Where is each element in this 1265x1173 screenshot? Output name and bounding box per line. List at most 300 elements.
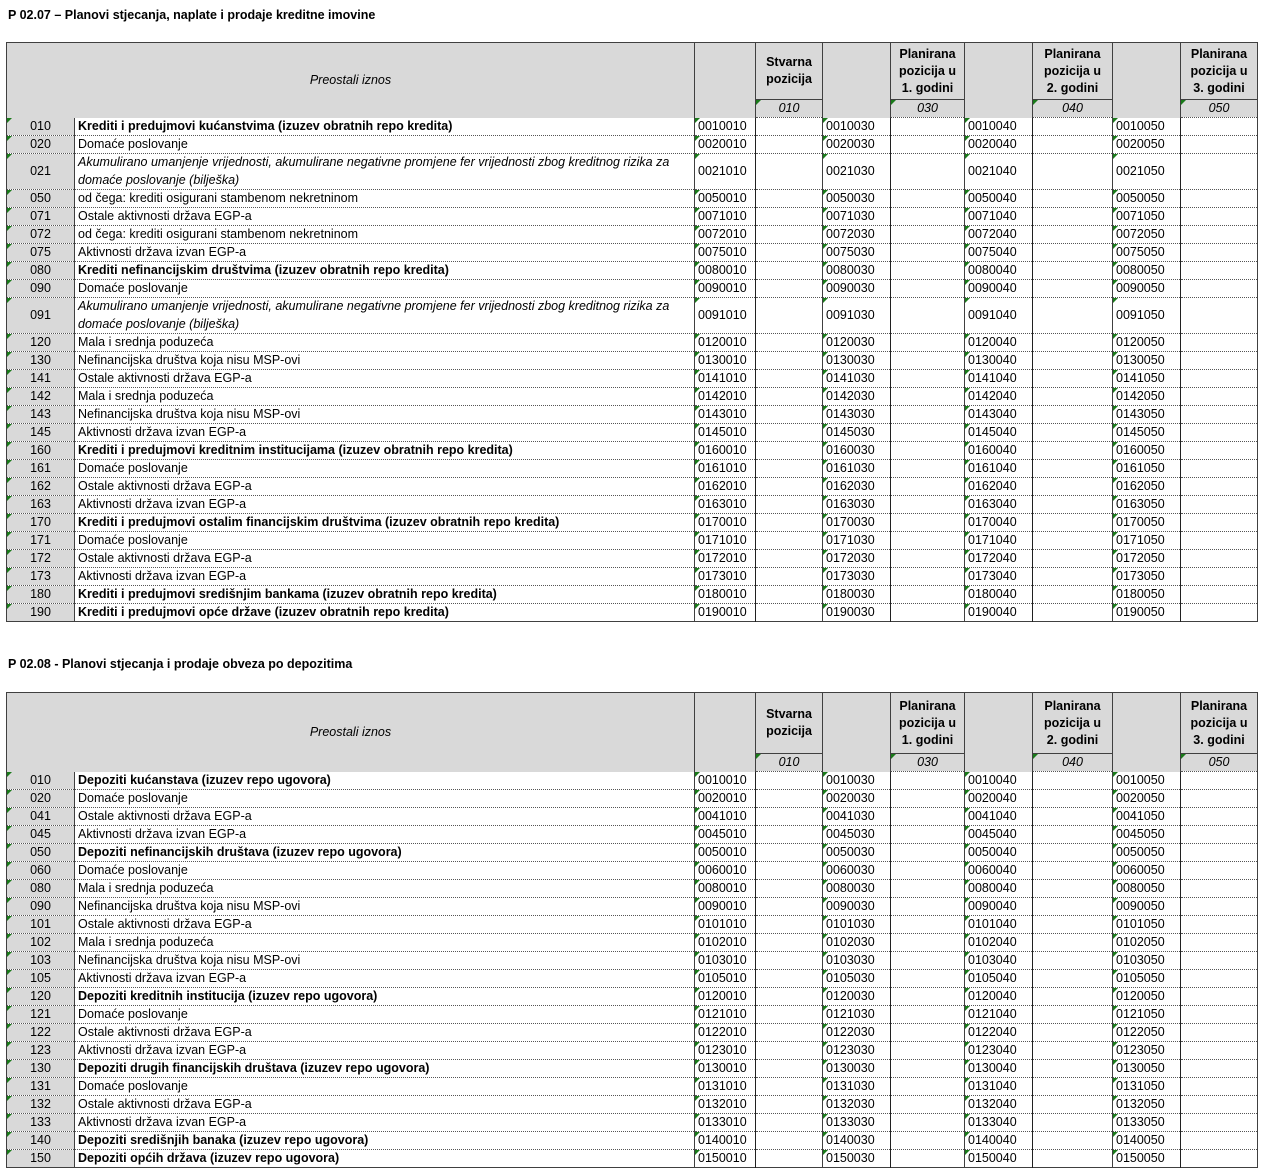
value-input-cell[interactable] xyxy=(891,1132,965,1150)
row-label: Domaće poslovanje xyxy=(75,790,695,808)
value-input-cell[interactable] xyxy=(756,298,823,334)
value-input-cell[interactable] xyxy=(1181,136,1258,154)
cell-reference: 0145050 xyxy=(1113,424,1181,442)
cell-reference: 0120050 xyxy=(1113,334,1181,352)
row-code: 141 xyxy=(7,370,75,388)
cell-reference: 0161030 xyxy=(823,460,891,478)
column-header-line: 1. godini xyxy=(901,80,954,95)
value-input-cell[interactable] xyxy=(891,1060,965,1078)
data-table-1 xyxy=(6,692,1258,1168)
value-input-cell[interactable] xyxy=(891,118,965,136)
value-input-cell[interactable] xyxy=(891,550,965,568)
value-input-cell[interactable] xyxy=(891,790,965,808)
value-input-cell[interactable] xyxy=(756,1042,823,1060)
value-input-cell[interactable] xyxy=(891,190,965,208)
value-input-cell[interactable] xyxy=(1033,988,1113,1006)
value-input-cell[interactable] xyxy=(1033,388,1113,406)
cell-reference: 0021030 xyxy=(823,154,891,190)
cell-reference: 0102030 xyxy=(823,934,891,952)
value-input-cell[interactable] xyxy=(1033,154,1113,190)
value-input-cell[interactable] xyxy=(1181,1078,1258,1096)
value-input-cell[interactable] xyxy=(1033,1042,1113,1060)
value-input-cell[interactable] xyxy=(891,334,965,352)
value-input-cell[interactable] xyxy=(1033,568,1113,586)
value-input-cell[interactable] xyxy=(891,136,965,154)
value-input-cell[interactable] xyxy=(756,970,823,988)
value-input-cell[interactable] xyxy=(1033,826,1113,844)
cell-reference: 0150040 xyxy=(965,1150,1033,1168)
cell-reference: 0160030 xyxy=(823,442,891,460)
value-input-cell[interactable] xyxy=(891,298,965,334)
value-input-cell[interactable] xyxy=(1181,370,1258,388)
value-input-cell[interactable] xyxy=(1181,1024,1258,1042)
value-input-cell[interactable] xyxy=(891,208,965,226)
value-input-cell[interactable] xyxy=(1033,190,1113,208)
value-input-cell[interactable] xyxy=(1033,352,1113,370)
value-input-cell[interactable] xyxy=(756,862,823,880)
value-input-cell[interactable] xyxy=(1033,208,1113,226)
value-input-cell[interactable] xyxy=(891,244,965,262)
value-input-cell[interactable] xyxy=(1181,532,1258,550)
cell-reference: 0121050 xyxy=(1113,1006,1181,1024)
value-input-cell[interactable] xyxy=(1033,1078,1113,1096)
row-code: 190 xyxy=(7,604,75,622)
value-input-cell[interactable] xyxy=(756,880,823,898)
row-label: Domaće poslovanje xyxy=(75,136,695,154)
value-input-cell[interactable] xyxy=(891,880,965,898)
value-input-cell[interactable] xyxy=(1033,370,1113,388)
row-label: Aktivnosti država izvan EGP-a xyxy=(75,1042,695,1060)
value-input-cell[interactable] xyxy=(891,568,965,586)
value-input-cell[interactable] xyxy=(1033,952,1113,970)
cell-reference: 0075040 xyxy=(965,244,1033,262)
value-input-cell[interactable] xyxy=(891,772,965,790)
value-input-cell[interactable] xyxy=(756,334,823,352)
value-input-cell[interactable] xyxy=(1181,826,1258,844)
value-input-cell[interactable] xyxy=(1033,898,1113,916)
value-input-cell[interactable] xyxy=(1181,406,1258,424)
value-input-cell[interactable] xyxy=(1033,934,1113,952)
column-code-030: 030 xyxy=(891,754,965,772)
table-row xyxy=(7,208,1258,226)
value-input-cell[interactable] xyxy=(1033,772,1113,790)
table-row xyxy=(7,244,1258,262)
cell-reference: 0075010 xyxy=(695,244,756,262)
cell-reference: 0120030 xyxy=(823,334,891,352)
value-input-cell[interactable] xyxy=(1033,478,1113,496)
value-input-cell[interactable] xyxy=(756,1078,823,1096)
cell-reference: 0140030 xyxy=(823,1132,891,1150)
cell-reference: 0010030 xyxy=(823,118,891,136)
value-input-cell[interactable] xyxy=(1033,862,1113,880)
value-input-cell[interactable] xyxy=(756,772,823,790)
column-header-line: pozicija xyxy=(766,724,812,738)
value-input-cell[interactable] xyxy=(756,1060,823,1078)
value-input-cell[interactable] xyxy=(891,952,965,970)
cell-reference: 0163050 xyxy=(1113,496,1181,514)
value-input-cell[interactable] xyxy=(1033,1006,1113,1024)
value-input-cell[interactable] xyxy=(1033,1024,1113,1042)
cell-reference: 0123040 xyxy=(965,1042,1033,1060)
value-input-cell[interactable] xyxy=(891,424,965,442)
value-input-cell[interactable] xyxy=(1181,880,1258,898)
value-input-cell[interactable] xyxy=(756,586,823,604)
value-input-cell[interactable] xyxy=(1181,190,1258,208)
value-input-cell[interactable] xyxy=(1181,496,1258,514)
value-input-cell[interactable] xyxy=(891,406,965,424)
value-input-cell[interactable] xyxy=(891,1042,965,1060)
value-input-cell[interactable] xyxy=(891,1096,965,1114)
cell-reference: 0071040 xyxy=(965,208,1033,226)
header-spacer xyxy=(1113,693,1181,772)
value-input-cell[interactable] xyxy=(1181,478,1258,496)
value-input-cell[interactable] xyxy=(891,898,965,916)
value-input-cell[interactable] xyxy=(1181,1096,1258,1114)
value-input-cell[interactable] xyxy=(1033,1150,1113,1168)
value-input-cell[interactable] xyxy=(756,604,823,622)
value-input-cell[interactable] xyxy=(1033,604,1113,622)
value-input-cell[interactable] xyxy=(756,496,823,514)
cell-reference: 0150050 xyxy=(1113,1150,1181,1168)
row-label: Aktivnosti država izvan EGP-a xyxy=(75,424,695,442)
value-input-cell[interactable] xyxy=(1181,154,1258,190)
value-input-cell[interactable] xyxy=(1181,118,1258,136)
value-input-cell[interactable] xyxy=(756,424,823,442)
value-input-cell[interactable] xyxy=(1181,862,1258,880)
value-input-cell[interactable] xyxy=(756,1006,823,1024)
row-code: 071 xyxy=(7,208,75,226)
table-row xyxy=(7,844,1258,862)
row-label: Ostale aktivnosti država EGP-a xyxy=(75,208,695,226)
cell-reference: 0010050 xyxy=(1113,772,1181,790)
value-input-cell[interactable] xyxy=(891,514,965,532)
value-input-cell[interactable] xyxy=(756,478,823,496)
value-input-cell[interactable] xyxy=(756,118,823,136)
value-input-cell[interactable] xyxy=(756,916,823,934)
value-input-cell[interactable] xyxy=(756,388,823,406)
cell-reference: 0150030 xyxy=(823,1150,891,1168)
value-input-cell[interactable] xyxy=(756,1024,823,1042)
cell-reference: 0105030 xyxy=(823,970,891,988)
row-code: 050 xyxy=(7,190,75,208)
cell-reference: 0131010 xyxy=(695,1078,756,1096)
value-input-cell[interactable] xyxy=(891,604,965,622)
table-row xyxy=(7,334,1258,352)
value-input-cell[interactable] xyxy=(756,1150,823,1168)
value-input-cell[interactable] xyxy=(1033,532,1113,550)
cell-reference: 0060010 xyxy=(695,862,756,880)
cell-reference: 0132030 xyxy=(823,1096,891,1114)
table-row xyxy=(7,808,1258,826)
row-code: 101 xyxy=(7,916,75,934)
cell-reference: 0010010 xyxy=(695,118,756,136)
value-input-cell[interactable] xyxy=(1033,226,1113,244)
value-input-cell[interactable] xyxy=(1181,226,1258,244)
value-input-cell[interactable] xyxy=(891,1006,965,1024)
cell-reference: 0010010 xyxy=(695,772,756,790)
column-header-line: pozicija u xyxy=(1044,63,1101,78)
value-input-cell[interactable] xyxy=(1033,262,1113,280)
value-input-cell[interactable] xyxy=(756,244,823,262)
row-code: 075 xyxy=(7,244,75,262)
value-input-cell[interactable] xyxy=(1181,424,1258,442)
row-code: 132 xyxy=(7,1096,75,1114)
value-input-cell[interactable] xyxy=(891,934,965,952)
column-header-line: Planirana xyxy=(1044,46,1101,61)
value-input-cell[interactable] xyxy=(1181,952,1258,970)
value-input-cell[interactable] xyxy=(756,550,823,568)
value-input-cell[interactable] xyxy=(756,1132,823,1150)
value-input-cell[interactable] xyxy=(756,154,823,190)
value-input-cell[interactable] xyxy=(891,226,965,244)
value-input-cell[interactable] xyxy=(1033,298,1113,334)
value-input-cell[interactable] xyxy=(1033,1060,1113,1078)
cell-reference: 0130040 xyxy=(965,352,1033,370)
value-input-cell[interactable] xyxy=(891,1024,965,1042)
row-code: 121 xyxy=(7,1006,75,1024)
value-input-cell[interactable] xyxy=(891,862,965,880)
value-input-cell[interactable] xyxy=(756,514,823,532)
cell-reference: 0133050 xyxy=(1113,1114,1181,1132)
value-input-cell[interactable] xyxy=(1181,844,1258,862)
value-input-cell[interactable] xyxy=(891,808,965,826)
value-input-cell[interactable] xyxy=(1181,898,1258,916)
value-input-cell[interactable] xyxy=(756,352,823,370)
cell-reference: 0133030 xyxy=(823,1114,891,1132)
cell-reference: 0103050 xyxy=(1113,952,1181,970)
value-input-cell[interactable] xyxy=(1033,844,1113,862)
value-input-cell[interactable] xyxy=(1181,244,1258,262)
column-header-line: pozicija u xyxy=(899,63,956,78)
row-label: Domaće poslovanje xyxy=(75,1078,695,1096)
cell-reference: 0050040 xyxy=(965,844,1033,862)
value-input-cell[interactable] xyxy=(1181,208,1258,226)
cell-reference: 0190050 xyxy=(1113,604,1181,622)
value-input-cell[interactable] xyxy=(1033,1132,1113,1150)
value-input-cell[interactable] xyxy=(1181,514,1258,532)
value-input-cell[interactable] xyxy=(756,826,823,844)
cell-reference: 0080010 xyxy=(695,262,756,280)
table-row xyxy=(7,952,1258,970)
value-input-cell[interactable] xyxy=(891,532,965,550)
value-input-cell[interactable] xyxy=(891,496,965,514)
value-input-cell[interactable] xyxy=(756,988,823,1006)
value-input-cell[interactable] xyxy=(1033,442,1113,460)
value-input-cell[interactable] xyxy=(1181,460,1258,478)
table-row xyxy=(7,1114,1258,1132)
value-input-cell[interactable] xyxy=(1181,604,1258,622)
cell-reference: 0080030 xyxy=(823,262,891,280)
value-input-cell[interactable] xyxy=(756,262,823,280)
value-input-cell[interactable] xyxy=(756,136,823,154)
value-input-cell[interactable] xyxy=(1033,460,1113,478)
cell-reference: 0072030 xyxy=(823,226,891,244)
value-input-cell[interactable] xyxy=(1033,916,1113,934)
value-input-cell[interactable] xyxy=(756,370,823,388)
value-input-cell[interactable] xyxy=(756,898,823,916)
value-input-cell[interactable] xyxy=(891,478,965,496)
value-input-cell[interactable] xyxy=(891,826,965,844)
cell-reference: 0010040 xyxy=(965,118,1033,136)
row-label: Akumulirano umanjenje vrijednosti, akumulirane negativne promjene fer vrijednosti zbog kreditnog rizika za domaće poslovanje (bilješka) xyxy=(75,298,695,334)
value-input-cell[interactable] xyxy=(756,952,823,970)
row-label: Ostale aktivnosti država EGP-a xyxy=(75,1096,695,1114)
value-input-cell[interactable] xyxy=(1181,808,1258,826)
cell-reference: 0121010 xyxy=(695,1006,756,1024)
value-input-cell[interactable] xyxy=(1033,118,1113,136)
value-input-cell[interactable] xyxy=(1181,280,1258,298)
value-input-cell[interactable] xyxy=(756,406,823,424)
value-input-cell[interactable] xyxy=(891,460,965,478)
value-input-cell[interactable] xyxy=(756,190,823,208)
value-input-cell[interactable] xyxy=(1033,808,1113,826)
value-input-cell[interactable] xyxy=(1181,388,1258,406)
value-input-cell[interactable] xyxy=(756,1114,823,1132)
value-input-cell[interactable] xyxy=(1033,550,1113,568)
row-label: od čega: krediti osigurani stambenom nekretninom xyxy=(75,190,695,208)
value-input-cell[interactable] xyxy=(891,916,965,934)
value-input-cell[interactable] xyxy=(1033,280,1113,298)
value-input-cell[interactable] xyxy=(891,352,965,370)
value-input-cell[interactable] xyxy=(891,970,965,988)
value-input-cell[interactable] xyxy=(756,1096,823,1114)
value-input-cell[interactable] xyxy=(891,1114,965,1132)
column-header-040 xyxy=(1033,693,1113,754)
value-input-cell[interactable] xyxy=(891,370,965,388)
value-input-cell[interactable] xyxy=(1033,1114,1113,1132)
value-input-cell[interactable] xyxy=(1181,568,1258,586)
value-input-cell[interactable] xyxy=(756,460,823,478)
value-input-cell[interactable] xyxy=(1181,1060,1258,1078)
data-table-0 xyxy=(6,42,1258,622)
value-input-cell[interactable] xyxy=(891,388,965,406)
value-input-cell[interactable] xyxy=(1181,772,1258,790)
cell-reference: 0173040 xyxy=(965,568,1033,586)
value-input-cell[interactable] xyxy=(1033,496,1113,514)
value-input-cell[interactable] xyxy=(756,442,823,460)
column-header-line: Planirana xyxy=(1190,46,1248,61)
table-row xyxy=(7,1024,1258,1042)
row-label: Aktivnosti država izvan EGP-a xyxy=(75,568,695,586)
value-input-cell[interactable] xyxy=(756,808,823,826)
cell-reference: 0163040 xyxy=(965,496,1033,514)
row-label: Ostale aktivnosti država EGP-a xyxy=(75,1024,695,1042)
row-code: 120 xyxy=(7,988,75,1006)
value-input-cell[interactable] xyxy=(756,532,823,550)
value-input-cell[interactable] xyxy=(1181,1042,1258,1060)
value-input-cell[interactable] xyxy=(1181,1114,1258,1132)
cell-reference: 0041050 xyxy=(1113,808,1181,826)
value-input-cell[interactable] xyxy=(756,790,823,808)
cell-reference: 0123030 xyxy=(823,1042,891,1060)
row-label: Krediti i predujmovi opće države (izuzev obratnih repo kredita) xyxy=(75,604,695,622)
value-input-cell[interactable] xyxy=(1033,424,1113,442)
cell-reference: 0170030 xyxy=(823,514,891,532)
cell-reference: 0160040 xyxy=(965,442,1033,460)
value-input-cell[interactable] xyxy=(756,568,823,586)
value-input-cell[interactable] xyxy=(1181,970,1258,988)
value-input-cell[interactable] xyxy=(891,1078,965,1096)
cell-reference: 0163030 xyxy=(823,496,891,514)
value-input-cell[interactable] xyxy=(1033,136,1113,154)
value-input-cell[interactable] xyxy=(756,208,823,226)
value-input-cell[interactable] xyxy=(891,1150,965,1168)
value-input-cell[interactable] xyxy=(756,934,823,952)
row-code: 140 xyxy=(7,1132,75,1150)
cell-reference: 0090030 xyxy=(823,898,891,916)
value-input-cell[interactable] xyxy=(891,262,965,280)
value-input-cell[interactable] xyxy=(1033,970,1113,988)
value-input-cell[interactable] xyxy=(1181,1132,1258,1150)
cell-reference: 0171050 xyxy=(1113,532,1181,550)
cell-reference: 0140010 xyxy=(695,1132,756,1150)
value-input-cell[interactable] xyxy=(1033,1096,1113,1114)
value-input-cell[interactable] xyxy=(756,226,823,244)
cell-reference: 0045050 xyxy=(1113,826,1181,844)
value-input-cell[interactable] xyxy=(1033,790,1113,808)
value-input-cell[interactable] xyxy=(1181,352,1258,370)
value-input-cell[interactable] xyxy=(1181,934,1258,952)
value-input-cell[interactable] xyxy=(1181,262,1258,280)
value-input-cell[interactable] xyxy=(756,280,823,298)
row-label: Mala i srednja poduzeća xyxy=(75,880,695,898)
value-input-cell[interactable] xyxy=(756,844,823,862)
cell-reference: 0172050 xyxy=(1113,550,1181,568)
value-input-cell[interactable] xyxy=(1033,406,1113,424)
value-input-cell[interactable] xyxy=(1181,298,1258,334)
column-code-050: 050 xyxy=(1181,754,1258,772)
value-input-cell[interactable] xyxy=(1181,916,1258,934)
cell-reference: 0020010 xyxy=(695,790,756,808)
value-input-cell[interactable] xyxy=(1181,1006,1258,1024)
cell-reference: 0050010 xyxy=(695,190,756,208)
cell-reference: 0180010 xyxy=(695,586,756,604)
value-input-cell[interactable] xyxy=(1181,790,1258,808)
value-input-cell[interactable] xyxy=(1181,442,1258,460)
value-input-cell[interactable] xyxy=(891,844,965,862)
row-label: Krediti i predujmovi ostalim financijskim društvima (izuzev obratnih repo kredita) xyxy=(75,514,695,532)
cell-reference: 0163010 xyxy=(695,496,756,514)
value-input-cell[interactable] xyxy=(1181,334,1258,352)
value-input-cell[interactable] xyxy=(1181,550,1258,568)
table-row xyxy=(7,586,1258,604)
value-input-cell[interactable] xyxy=(1181,1150,1258,1168)
cell-reference: 0120010 xyxy=(695,988,756,1006)
value-input-cell[interactable] xyxy=(1033,880,1113,898)
value-input-cell[interactable] xyxy=(1033,586,1113,604)
value-input-cell[interactable] xyxy=(1033,514,1113,532)
value-input-cell[interactable] xyxy=(1033,244,1113,262)
value-input-cell[interactable] xyxy=(891,442,965,460)
cell-reference: 0020030 xyxy=(823,136,891,154)
table-row xyxy=(7,1006,1258,1024)
value-input-cell[interactable] xyxy=(891,988,965,1006)
cell-reference: 0145010 xyxy=(695,424,756,442)
cell-reference: 0050010 xyxy=(695,844,756,862)
row-label: Krediti i predujmovi kućanstvima (izuzev obratnih repo kredita) xyxy=(75,118,695,136)
value-input-cell[interactable] xyxy=(1033,334,1113,352)
value-input-cell[interactable] xyxy=(1181,586,1258,604)
value-input-cell[interactable] xyxy=(891,154,965,190)
cell-reference: 0170040 xyxy=(965,514,1033,532)
header-spacer xyxy=(695,693,756,772)
table-row xyxy=(7,478,1258,496)
column-header-050 xyxy=(1181,43,1258,100)
value-input-cell[interactable] xyxy=(891,280,965,298)
value-input-cell[interactable] xyxy=(1181,988,1258,1006)
value-input-cell[interactable] xyxy=(891,586,965,604)
table-row xyxy=(7,424,1258,442)
